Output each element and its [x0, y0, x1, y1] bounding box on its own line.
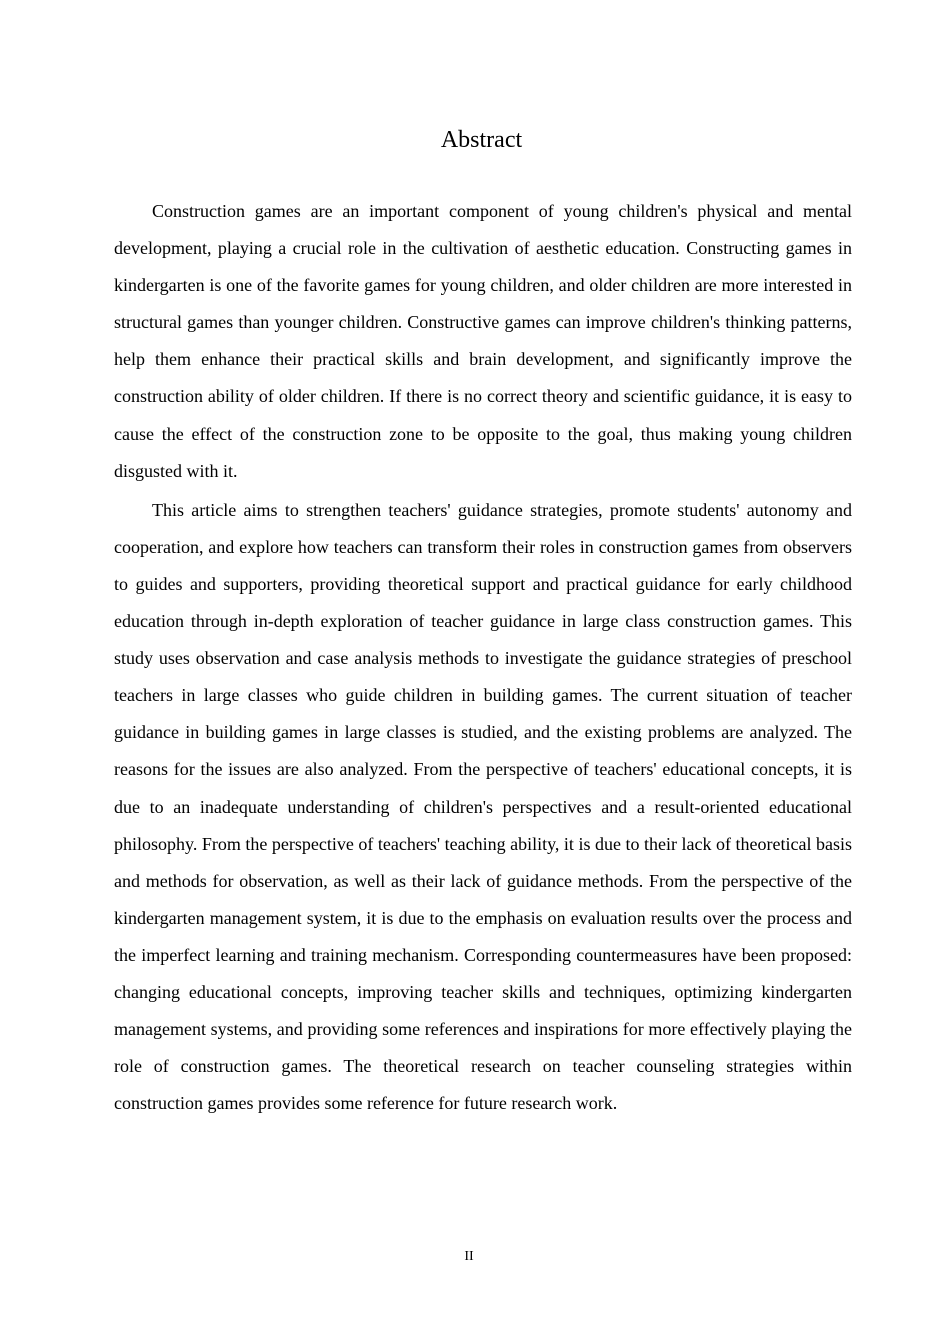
abstract-body: [114, 193, 852, 1122]
abstract-paragraph-2: This article aims to strengthen teachers' guidance strategies, promote students' autonomy and cooperation, and explore how teachers can transform their roles in construction games from observers to guides and supporters, providing theoretical support and practical guidance for early childhood education through in-depth exploration of teacher guidance in large class construction games. This study uses observation and case analysis methods to investigate the guidance strategies of preschool teachers in large classes who guide children in building games. The current situation of teacher guidance in building games in large classes is studied, and the existing problems are analyzed. The reasons for the issues are also analyzed. From the perspective of teachers' educational concepts, it is due to an inadequate understanding of children's perspectives and a result-oriented educational philosophy. From the perspective of teachers' teaching ability, it is due to their lack of theoretical basis and methods for observation, as well as their lack of guidance methods. From the perspective of the kindergarten management system, it is due to the emphasis on evaluation results over the process and the imperfect learning and training mechanism. Corresponding countermeasures have been proposed: changing educational concepts, improving teacher skills and techniques, optimizing kindergarten management systems, and providing some references and inspirations for more effectively playing the role of construction games. The theoretical research on teacher counseling strategies within construction games provides some reference for future research work.: [114, 499, 852, 1114]
page-number: II: [464, 1249, 474, 1264]
abstract-title: Abstract: [440, 127, 523, 153]
abstract-paragraph-1: Construction games are an important component of young children's physical and mental development, playing a crucial role in the cultivation of aesthetic education. Constructing games in kindergarten is one of the favorite games for young children, and older children are more interested in structural games than younger children. Constructive games can improve children's thinking patterns, help them enhance their practical skills and brain development, and significantly improve the construction ability of older children. If there is no correct theory and scientific guidance, it is easy to cause the effect of the construction zone to be opposite to the goal, thus making young children disgusted with it.: [114, 201, 852, 481]
